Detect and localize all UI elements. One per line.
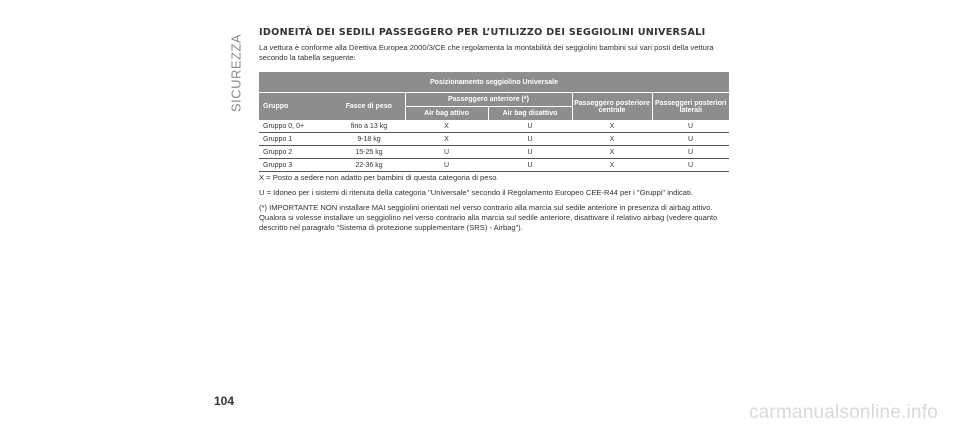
- section-title: IDONEITÀ DEI SEDILI PASSEGGERO PER L’UTILIZZO DEI SEGGIOLINI UNIVERSALI: [259, 27, 706, 38]
- watermark: carmanualsonline.info: [748, 402, 938, 423]
- note-important: (*) IMPORTANTE NON installare MAI seggiolini orientati nel verso contrario alla marcia sul sedile anteriore in presenza di airbag attivo. Qualora si volesse installare un seggiolino nel verso contrario alla marcia sul sedile anteriore, disattivare il relativo airbag (vedere quanto descritto nel paragrafo “Sistema di protezione supplementare (SRS) - Airbag”).: [259, 203, 718, 232]
- cell-airbag-disattivo: U: [488, 159, 572, 172]
- page-content: [259, 26, 729, 233]
- cell-fasce-peso: 9-18 kg: [333, 133, 405, 146]
- cell-posteriori-laterali: U: [652, 133, 729, 146]
- header-gruppo: Gruppo: [259, 93, 333, 121]
- note-u: U = Idoneo per i sistemi di ritenuta della categoria "Universale" secondo il Regolamento Europeo CEE-R44 per i "Gruppi" indicati.: [259, 188, 693, 197]
- cell-gruppo: Gruppo 0, 0+: [259, 120, 333, 133]
- header-passeggero-anteriore: Passeggero anteriore (*): [405, 93, 572, 107]
- child-seat-table: [259, 72, 729, 172]
- header-passeggero-posteriore: Passeggero posteriore centrale: [572, 93, 652, 121]
- cell-posteriori-laterali: U: [652, 159, 729, 172]
- cell-fasce-peso: 22-36 kg: [333, 159, 405, 172]
- cell-airbag-attivo: U: [405, 146, 488, 159]
- cell-fasce-peso: fino a 13 kg: [333, 120, 405, 133]
- cell-airbag-attivo: X: [405, 120, 488, 133]
- cell-airbag-attivo: U: [405, 159, 488, 172]
- cell-gruppo: Gruppo 1: [259, 133, 333, 146]
- section-tab: [226, 28, 246, 118]
- cell-fasce-peso: 15-25 kg: [333, 146, 405, 159]
- section-tab-label: SICUREZZA: [228, 33, 244, 113]
- table-row: [259, 146, 729, 159]
- intro-paragraph: La vettura è conforme alla Direttiva Europea 2000/3/CE che regolamenta la montabilità dei seggiolini bambini sui vari posti della vettura secondo la tabella seguente:: [259, 43, 714, 62]
- cell-airbag-disattivo: U: [488, 146, 572, 159]
- table-group-header: Posizionamento seggiolino Universale: [259, 72, 729, 93]
- page-number: 104: [214, 394, 235, 408]
- table-row: [259, 159, 729, 172]
- cell-posteriore-centrale: X: [572, 146, 652, 159]
- cell-posteriore-centrale: X: [572, 159, 652, 172]
- header-fasce-peso: Fasce di peso: [333, 93, 405, 121]
- cell-posteriori-laterali: U: [652, 146, 729, 159]
- cell-airbag-disattivo: U: [488, 120, 572, 133]
- table-row: [259, 133, 729, 146]
- note-x: X = Posto a sedere non adatto per bambini di questa categoria di peso.: [259, 173, 499, 182]
- header-passeggeri-laterali: Passeggeri posteriori laterali: [652, 93, 729, 121]
- cell-gruppo: Gruppo 2: [259, 146, 333, 159]
- cell-posteriore-centrale: X: [572, 133, 652, 146]
- cell-posteriore-centrale: X: [572, 120, 652, 133]
- header-airbag-attivo: Air bag attivo: [405, 107, 488, 121]
- table-row: [259, 120, 729, 133]
- cell-posteriori-laterali: U: [652, 120, 729, 133]
- cell-airbag-attivo: X: [405, 133, 488, 146]
- cell-airbag-disattivo: U: [488, 133, 572, 146]
- header-airbag-disattivo: Air bag disattivo: [488, 107, 572, 121]
- cell-gruppo: Gruppo 3: [259, 159, 333, 172]
